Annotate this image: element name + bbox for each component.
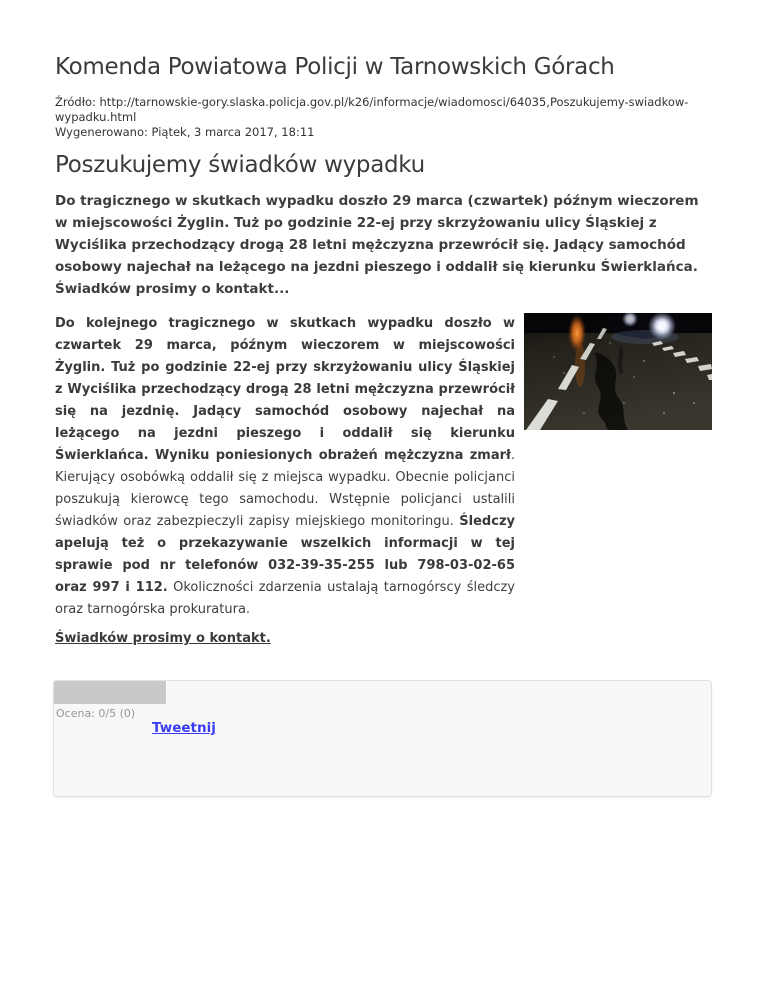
article-body: Do kolejnego tragicznego w skutkach wypadku doszło w czwartek 29 marca, późnym wieczorem w miejscowości Żyglin. Tuż po godzinie 22-ej przy skrzyżowaniu ulicy Śląskiej z Wyciślika przechodzący drogą 28 letni mężczyzna przewrócił się na jezdnię. Jadący samochód osobowy najechał na leżącego na jezdni pieszego i oddalił się kierunku Świerklańca. Wyniku poniesionych obrażeń mężczyzna zmarł. Kierujący osobówką oddalił się z miejsca wypadku. Obecnie policjanci poszukują kierowcę tego samochodu. Wstępnie policjanci ustalili świadków oraz zabezpieczyli zapisy miejskiego monitoringu. Śledczy apelują też o przekazywanie wszelkich informacji w tej sprawie pod nr telefonów 032-39-35-255 lub 798-03-02-65 oraz 997 i 112. Okoliczności zdarzenia ustalają tarnogórscy śledczy oraz tarnogórska prokuratura. bbox=[55, 316, 515, 617]
night-road-photo-graphic bbox=[524, 313, 712, 430]
source-url-line: Źródło: http://tarnowskie-gory.slaska.policja.gov.pl/k26/informacje/wiadomosci/64035,Poszukujemy-swiadkow-wypadku.html bbox=[55, 95, 689, 124]
article-content-row bbox=[55, 313, 712, 621]
article-lead: Do tragicznego w skutkach wypadku doszło 29 marca (czwartek) późnym wieczorem w miejscowości Żyglin. Tuż po godzinie 22-ej przy skrzyżowaniu ulicy Śląskiej z Wyciślika przechodzący drogą 28 letni mężczyzna przewrócił się. Jadący samochód osobowy najechał na leżącego na jezdni pieszego i oddalił się kierunku Świerklańca. Świadków prosimy o kontakt... bbox=[55, 193, 699, 297]
page-title: Komenda Powiatowa Policji w Tarnowskich Górach bbox=[55, 54, 615, 80]
rating-share-panel bbox=[53, 680, 712, 797]
page-meta bbox=[55, 95, 712, 140]
rating-widget-placeholder bbox=[54, 681, 166, 704]
tweet-link[interactable]: Tweetnij bbox=[152, 720, 216, 736]
rating-label: Ocena: 0/5 (0) bbox=[56, 707, 136, 720]
article-heading: Poszukujemy świadków wypadku bbox=[55, 152, 425, 178]
accident-night-road-photo bbox=[524, 313, 712, 430]
contact-line: Świadków prosimy o kontakt. bbox=[55, 631, 271, 646]
generated-line: Wygenerowano: Piątek, 3 marca 2017, 18:11 bbox=[55, 125, 315, 139]
